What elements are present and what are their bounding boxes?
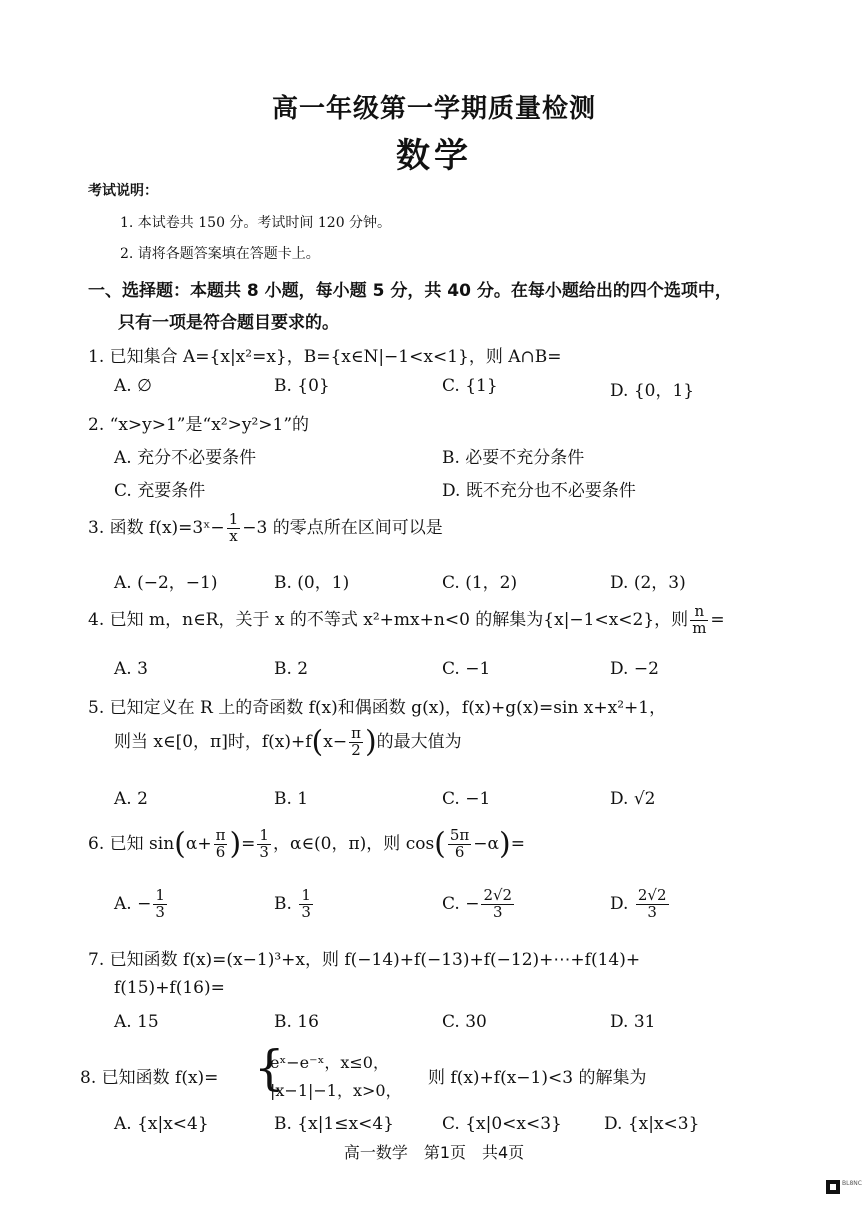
numerator: 2√2 — [483, 886, 513, 904]
option-d: D. −2 — [610, 659, 659, 679]
option-b: B. 1 — [274, 789, 309, 809]
option-label: B. — [274, 893, 298, 914]
numerator: 1 — [259, 826, 269, 844]
option-d: D. 31 — [610, 1012, 656, 1032]
stem-text: = — [710, 609, 725, 630]
numerator: 1 — [155, 886, 165, 904]
question-2-stem: 2. “x>y>1”是“x²>y²>1”的 — [88, 415, 310, 435]
stem-text: x− — [323, 731, 348, 752]
option-b: B. {x|1≤x<4} — [274, 1114, 394, 1134]
question-5-stem: 5. 已知定义在 R 上的奇函数 f(x)和偶函数 g(x)，f(x)+g(x)=sin x+x²+1， — [88, 698, 667, 718]
exam-title: 高一年级第一学期质量检测 — [271, 94, 596, 124]
stem-text: 则当 x∈[0，π]时，f(x)+f — [114, 731, 312, 752]
numerator: 5π — [449, 826, 470, 844]
option-b: B. {0} — [274, 376, 330, 396]
instruction-item: 2. 请将各题答案填在答题卡上。 — [120, 246, 320, 262]
option-b — [274, 888, 315, 921]
numerator: 1 — [301, 886, 311, 904]
question-5-stem-cont — [114, 726, 462, 759]
option-d: D. {x|x<3} — [604, 1114, 700, 1134]
numerator: 2√2 — [637, 886, 667, 904]
case-1: eˣ−e⁻ˣ，x≤0， — [270, 1053, 389, 1072]
numerator: 1 — [228, 510, 239, 528]
question-6-stem — [88, 828, 525, 861]
denominator: 3 — [155, 902, 165, 921]
fraction — [153, 888, 167, 921]
option-label: D. — [610, 893, 634, 914]
option-c: C. {1} — [442, 376, 498, 396]
denominator: m — [692, 618, 707, 637]
instructions-heading: 考试说明： — [88, 183, 158, 199]
right-paren: ) — [499, 826, 511, 862]
denominator: 3 — [301, 902, 311, 921]
question-4-stem — [88, 604, 725, 637]
fraction — [214, 828, 228, 861]
option-a — [114, 888, 169, 921]
stem-text: = — [241, 833, 256, 854]
fraction — [227, 512, 241, 545]
option-b: B. 16 — [274, 1012, 319, 1032]
denominator: x — [229, 526, 238, 545]
question-7-stem-cont: f(15)+f(16)= — [114, 978, 225, 998]
fraction — [690, 604, 708, 637]
denominator: 6 — [454, 842, 465, 861]
case-2: |x−1|−1，x>0， — [270, 1081, 402, 1100]
fraction — [299, 888, 313, 921]
fraction — [349, 726, 363, 759]
denominator: 3 — [493, 902, 503, 921]
option-b: B. 必要不充分条件 — [442, 448, 585, 468]
numerator: π — [215, 826, 226, 844]
option-d: D. √2 — [610, 789, 656, 809]
left-paren: ( — [174, 826, 186, 862]
right-paren: ) — [364, 724, 377, 760]
left-paren: ( — [311, 724, 324, 760]
stem-text: 的最大值为 — [376, 731, 462, 752]
corner-watermark: BL8NC — [842, 1180, 862, 1187]
denominator: 3 — [259, 842, 269, 861]
option-c: C. −1 — [442, 659, 491, 679]
option-d — [610, 888, 671, 921]
question-3-stem — [88, 512, 443, 545]
stem-text: ，α∈(0，π)，则 cos — [272, 833, 435, 854]
stem-text: 4. 已知 m，n∈R，关于 x 的不等式 x²+mx+n<0 的解集为{x|−1<x<2}，则 — [88, 609, 689, 630]
question-8-stem: 8. 已知函数 f(x)= — [80, 1068, 219, 1088]
fraction — [481, 888, 514, 921]
stem-text: = — [510, 833, 525, 854]
qr-code-icon — [826, 1180, 840, 1194]
denominator: 2 — [351, 740, 361, 759]
option-a: A. 15 — [114, 1012, 159, 1032]
question-1-stem: 1. 已知集合 A={x|x²=x}，B={x∈N|−1<x<1}，则 A∩B= — [88, 347, 562, 367]
stem-text: 6. 已知 sin — [88, 833, 175, 854]
stem-text: α+ — [185, 833, 212, 854]
question-8-stem-cont: 则 f(x)+f(x−1)<3 的解集为 — [428, 1068, 647, 1088]
option-label: C. − — [442, 893, 480, 914]
option-a: A. 充分不必要条件 — [114, 448, 257, 468]
instruction-item: 1. 本试卷共 150 分。考试时间 120 分钟。 — [120, 215, 392, 231]
fraction — [636, 888, 669, 921]
denominator: 3 — [647, 902, 657, 921]
option-d: D. (2，3) — [610, 573, 686, 593]
stem-text: −3 的零点所在区间可以是 — [242, 517, 443, 538]
piecewise-function — [254, 1040, 424, 1102]
denominator: 6 — [215, 842, 226, 861]
option-d: D. {0，1} — [610, 381, 695, 401]
option-b: B. 2 — [274, 659, 309, 679]
section-heading-cont: 只有一项是符合题目要求的。 — [118, 313, 339, 333]
option-c: C. (1，2) — [442, 573, 518, 593]
option-a: A. (−2，−1) — [114, 573, 218, 593]
question-7-stem: 7. 已知函数 f(x)=(x−1)³+x，则 f(−14)+f(−13)+f(−12)+⋯+f(14)+ — [88, 950, 641, 970]
stem-text: −α — [473, 833, 500, 854]
fraction — [257, 828, 271, 861]
option-d: D. 既不充分也不必要条件 — [442, 481, 636, 501]
option-b: B. (0，1) — [274, 573, 350, 593]
option-c: C. 30 — [442, 1012, 487, 1032]
left-brace: { — [254, 1040, 285, 1096]
option-a: A. 2 — [114, 789, 148, 809]
stem-text: 3. 函数 f(x)=3ˣ− — [88, 517, 225, 538]
subject-title: 数学 — [396, 136, 472, 176]
option-a: A. {x|x<4} — [114, 1114, 209, 1134]
fraction — [448, 828, 471, 861]
option-label: A. − — [114, 893, 152, 914]
option-c — [442, 888, 516, 921]
left-paren: ( — [434, 826, 446, 862]
numerator: n — [690, 604, 708, 621]
page-footer: 高一数学 第1页 共4页 — [343, 1143, 525, 1162]
option-c: C. 充要条件 — [114, 481, 206, 501]
option-c: C. −1 — [442, 789, 491, 809]
option-c: C. {x|0<x<3} — [442, 1114, 562, 1134]
right-paren: ) — [229, 826, 242, 862]
numerator: π — [351, 724, 361, 742]
option-a: A. ∅ — [114, 376, 152, 396]
section-heading: 一、选择题：本题共 8 小题，每小题 5 分，共 40 分。在每小题给出的四个选项中， — [88, 281, 732, 301]
option-a: A. 3 — [114, 659, 148, 679]
